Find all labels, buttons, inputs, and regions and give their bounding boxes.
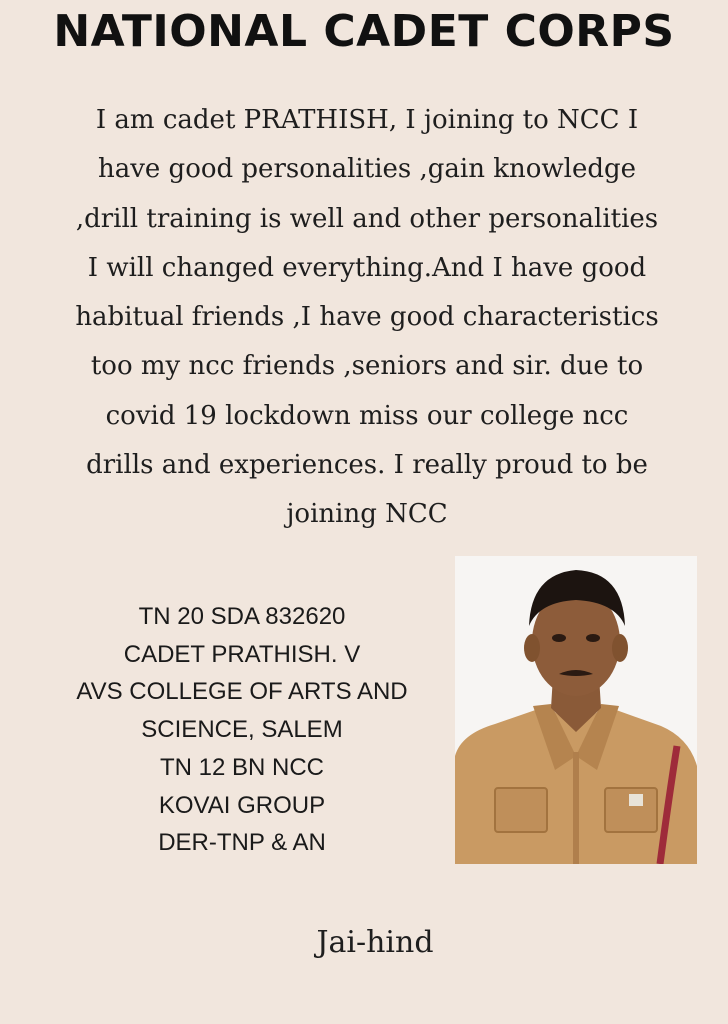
directorate: DER-TNP & AN bbox=[158, 829, 326, 857]
statement-line: drills and experiences. I really proud to be bbox=[86, 450, 648, 481]
cadet-photo bbox=[455, 556, 697, 864]
statement-line: ,drill training is well and other personalities bbox=[75, 203, 659, 234]
statement-line: have good personalities ,gain knowledge bbox=[97, 154, 637, 185]
cadet-name: CADET PRATHISH. V bbox=[123, 640, 361, 668]
statement-line: I am cadet PRATHISH, I joining to NCC I bbox=[95, 105, 639, 135]
college-location: SCIENCE, SALEM bbox=[141, 716, 343, 744]
poster-title: NATIONAL CADET CORPS bbox=[53, 6, 675, 57]
group: KOVAI GROUP bbox=[158, 791, 326, 819]
statement-line: joining NCC bbox=[286, 499, 448, 530]
college-name: AVS COLLEGE OF ARTS AND bbox=[76, 678, 408, 706]
statement-line: I will changed everything.And I have good bbox=[87, 252, 647, 283]
battalion: TN 12 BN NCC bbox=[159, 753, 325, 781]
cadet-statement bbox=[44, 96, 690, 540]
statement-line: covid 19 lockdown miss our college ncc bbox=[105, 400, 629, 431]
cadet-regimental-number: TN 20 SDA 832620 bbox=[138, 603, 346, 630]
statement-line: habitual friends ,I have good characteristics bbox=[75, 302, 659, 333]
cadet-details bbox=[40, 598, 444, 862]
statement-line: too my ncc friends ,seniors and sir. due to bbox=[90, 351, 644, 382]
closing-salutation: Jai-hind bbox=[316, 925, 434, 960]
